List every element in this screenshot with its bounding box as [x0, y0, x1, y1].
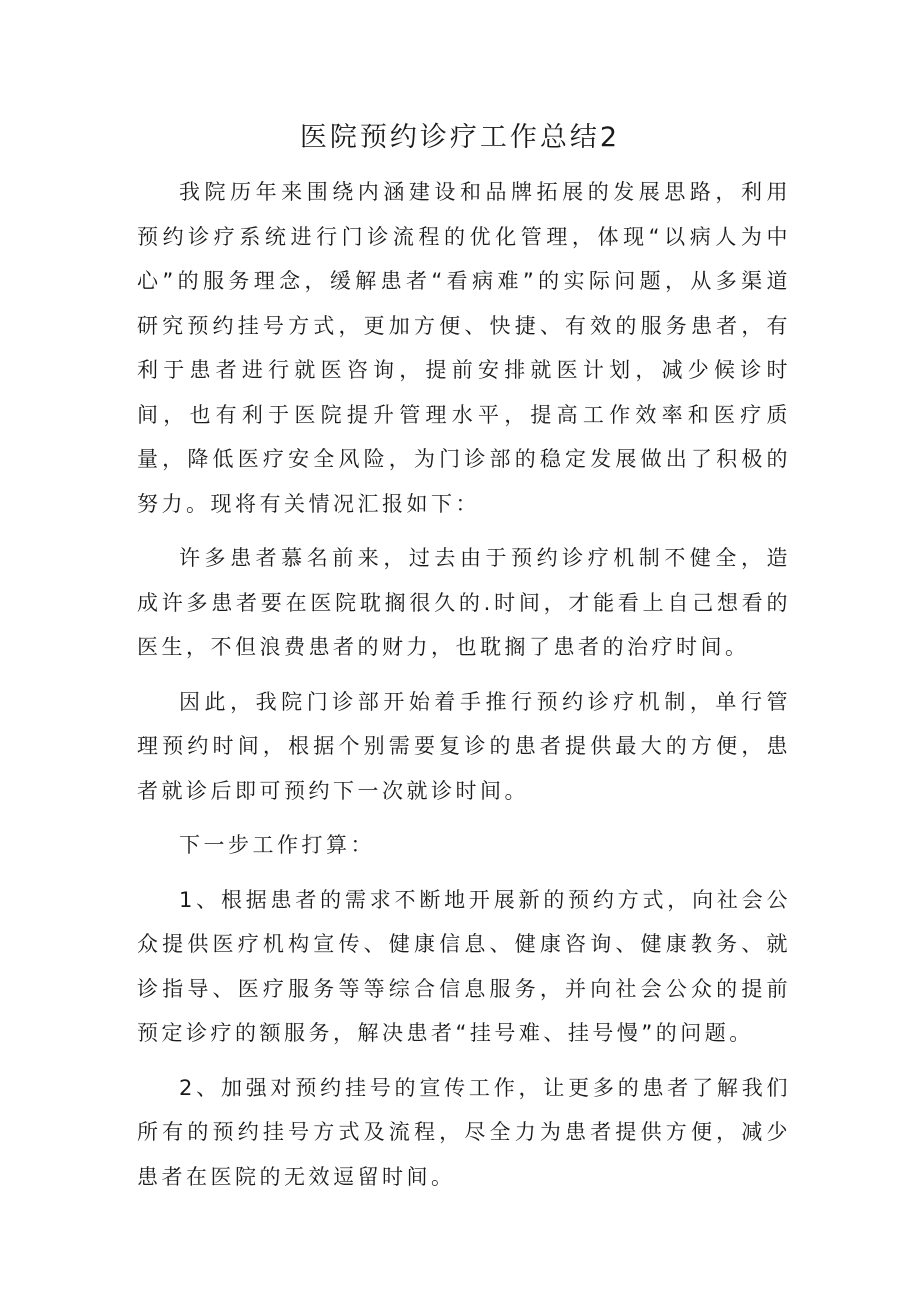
document-body — [137, 170, 791, 1209]
paragraph-background: 许多患者慕名前来，过去由于预约诊疗机制不健全，造成许多患者要在医院耽搁很久的.时间，才能看上自己想看的医生，不但浪费患者的财力，也耽搁了患者的治疗时间。 — [137, 546, 791, 659]
paragraph-plan-2: 2、加强对预约挂号的宣传工作，让更多的患者了解我们所有的预约挂号方式及流程，尽全力为患者提供方便，减少患者在医院的无效逗留时间。 — [137, 1075, 791, 1189]
paragraph-measures: 因此，我院门诊部开始着手推行预约诊疗机制，单行管理预约时间，根据个别需要复诊的患者提供最大的方便，患者就诊后即可预约下一次就诊时间。 — [137, 689, 791, 803]
document-title: 医院预约诊疗工作总结2 — [299, 122, 621, 153]
paragraph-next-steps-heading: 下一步工作打算： — [179, 833, 375, 857]
paragraph-plan-1: 1、根据患者的需求不断地开展新的预约方式，向社会公众提供医疗机构宣传、健康信息、健康咨询、健康教务、就诊指导、医疗服务等等综合信息服务，并向社会公众的提前预定诊疗的额服务，解决患者“挂号难、挂号慢”的问题。 — [137, 887, 791, 1045]
paragraph-intro: 我院历年来围绕内涵建设和品牌拓展的发展思路，利用预约诊疗系统进行门诊流程的优化管理，体现“以病人为中心”的服务理念，缓解患者“看病难”的实际问题，从多渠道研究预约挂号方式，更加方便、快捷、有效的服务患者，有利于患者进行就医咨询，提前安排就医计划，减少候诊时间，也有利于医院提升管理水平，提高工作效率和医疗质量，降低医疗安全风险，为门诊部的稳定发展做出了积极的努力。现将有关情况汇报如下： — [137, 180, 791, 516]
